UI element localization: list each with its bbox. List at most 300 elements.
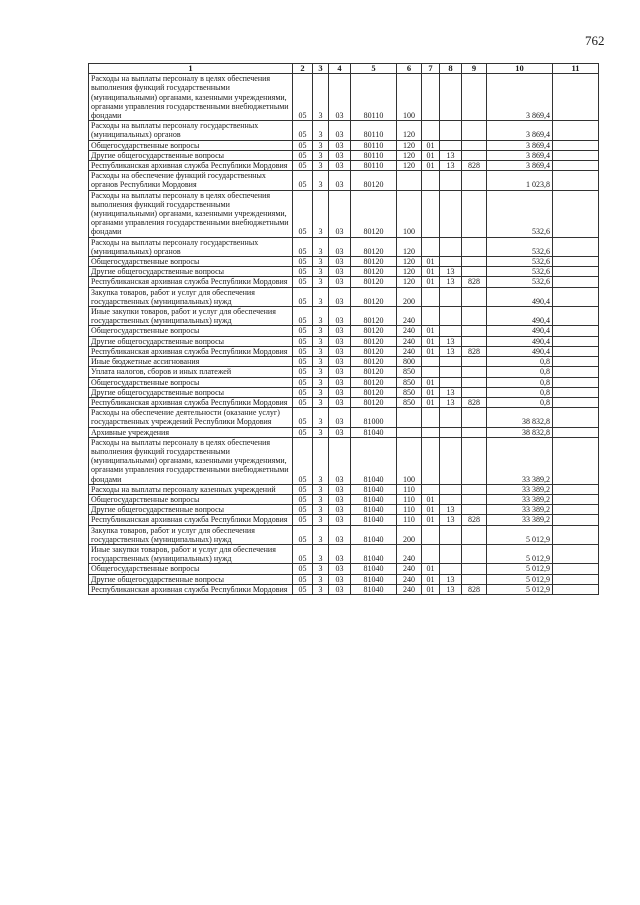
code-cell: 05 <box>293 387 313 397</box>
code-cell <box>553 387 599 397</box>
code-cell <box>553 74 599 121</box>
code-cell <box>422 484 440 494</box>
row-name-cell: Расходы на выплаты персоналу казенных учреждений <box>89 484 293 494</box>
row-name-cell: Общегосударственные вопросы <box>89 140 293 150</box>
code-cell <box>462 437 487 484</box>
table-row <box>89 74 599 121</box>
code-cell: 3 <box>313 544 329 563</box>
code-cell <box>422 190 440 237</box>
code-cell: 05 <box>293 326 313 336</box>
table-row <box>89 336 599 346</box>
code-cell: 03 <box>329 494 351 504</box>
code-cell: 01 <box>422 377 440 387</box>
code-cell: 13 <box>440 267 462 277</box>
code-cell: 80110 <box>351 150 397 160</box>
code-cell: 01 <box>422 277 440 287</box>
code-cell <box>553 484 599 494</box>
code-cell <box>462 336 487 346</box>
code-cell: 3 <box>313 190 329 237</box>
code-cell <box>397 408 422 427</box>
code-cell <box>553 367 599 377</box>
code-cell <box>553 564 599 574</box>
code-cell: 80110 <box>351 161 397 171</box>
table-row <box>89 287 599 306</box>
row-name-cell: Иные закупки товаров, работ и услуг для обеспечения государственных (муниципальных) нужд <box>89 544 293 563</box>
code-cell <box>422 525 440 544</box>
code-cell: 3 <box>313 357 329 367</box>
code-cell: 110 <box>397 494 422 504</box>
code-cell: 03 <box>329 408 351 427</box>
code-cell: 3 <box>313 494 329 504</box>
code-cell <box>462 387 487 397</box>
code-cell: 240 <box>397 564 422 574</box>
code-cell: 80120 <box>351 267 397 277</box>
code-cell <box>440 171 462 190</box>
code-cell: 240 <box>397 574 422 584</box>
code-cell: 13 <box>440 397 462 407</box>
code-cell: 13 <box>440 161 462 171</box>
code-cell: 05 <box>293 287 313 306</box>
table-row <box>89 574 599 584</box>
code-cell: 05 <box>293 484 313 494</box>
code-cell: 05 <box>293 427 313 437</box>
row-name-cell: Общегосударственные вопросы <box>89 257 293 267</box>
code-cell <box>553 257 599 267</box>
amount-cell: 532,6 <box>487 257 553 267</box>
code-cell: 120 <box>397 121 422 140</box>
table-row <box>89 346 599 356</box>
code-cell <box>440 190 462 237</box>
code-cell: 03 <box>329 287 351 306</box>
code-cell: 03 <box>329 257 351 267</box>
code-cell <box>553 377 599 387</box>
row-name-cell: Уплата налогов, сборов и иных платежей <box>89 367 293 377</box>
code-cell: 3 <box>313 367 329 377</box>
table-row <box>89 397 599 407</box>
code-cell: 3 <box>313 257 329 267</box>
code-cell: 05 <box>293 190 313 237</box>
table-row <box>89 121 599 140</box>
code-cell: 03 <box>329 564 351 574</box>
column-header-7: 7 <box>422 64 440 74</box>
code-cell: 120 <box>397 277 422 287</box>
amount-cell: 33 389,2 <box>487 515 553 525</box>
table-row <box>89 277 599 287</box>
row-name-cell: Закупка товаров, работ и услуг для обеспечения государственных (муниципальных) нужд <box>89 287 293 306</box>
code-cell: 05 <box>293 171 313 190</box>
code-cell: 81040 <box>351 437 397 484</box>
code-cell <box>553 346 599 356</box>
code-cell: 3 <box>313 584 329 594</box>
code-cell: 3 <box>313 140 329 150</box>
amount-cell: 532,6 <box>487 267 553 277</box>
code-cell <box>462 307 487 326</box>
amount-cell: 490,4 <box>487 346 553 356</box>
code-cell: 13 <box>440 346 462 356</box>
table-row <box>89 544 599 563</box>
code-cell: 828 <box>462 277 487 287</box>
row-name-cell: Общегосударственные вопросы <box>89 326 293 336</box>
column-header-6: 6 <box>397 64 422 74</box>
row-name-cell: Иные закупки товаров, работ и услуг для обеспечения государственных (муниципальных) нужд <box>89 307 293 326</box>
table-row <box>89 505 599 515</box>
code-cell <box>462 484 487 494</box>
table-row <box>89 367 599 377</box>
code-cell: 120 <box>397 140 422 150</box>
amount-cell: 3 869,4 <box>487 140 553 150</box>
code-cell: 03 <box>329 161 351 171</box>
code-cell: 03 <box>329 336 351 346</box>
code-cell: 80120 <box>351 190 397 237</box>
code-cell <box>553 326 599 336</box>
code-cell: 03 <box>329 190 351 237</box>
row-name-cell: Иные бюджетные ассигнования <box>89 357 293 367</box>
table-row <box>89 161 599 171</box>
code-cell: 05 <box>293 574 313 584</box>
code-cell <box>553 336 599 346</box>
amount-cell: 38 832,8 <box>487 427 553 437</box>
code-cell: 01 <box>422 150 440 160</box>
code-cell: 81040 <box>351 584 397 594</box>
code-cell: 80110 <box>351 74 397 121</box>
table-row <box>89 171 599 190</box>
code-cell: 3 <box>313 171 329 190</box>
code-cell: 200 <box>397 287 422 306</box>
code-cell: 03 <box>329 237 351 256</box>
code-cell <box>440 326 462 336</box>
table-row <box>89 140 599 150</box>
code-cell <box>553 494 599 504</box>
code-cell: 03 <box>329 357 351 367</box>
code-cell: 03 <box>329 427 351 437</box>
budget-table <box>88 63 599 595</box>
code-cell: 05 <box>293 74 313 121</box>
code-cell <box>553 357 599 367</box>
code-cell: 05 <box>293 257 313 267</box>
code-cell: 01 <box>422 161 440 171</box>
code-cell: 01 <box>422 494 440 504</box>
code-cell: 80120 <box>351 171 397 190</box>
code-cell: 05 <box>293 237 313 256</box>
code-cell <box>397 171 422 190</box>
code-cell: 05 <box>293 437 313 484</box>
row-name-cell: Расходы на выплаты персоналу в целях обеспечения выполнения функций государственными (муниципальными) органами, казенными учреждениями, органами управления государственными внебюджетными фондами <box>89 437 293 484</box>
code-cell: 05 <box>293 515 313 525</box>
code-cell: 80120 <box>351 237 397 256</box>
code-cell <box>462 140 487 150</box>
table-row <box>89 387 599 397</box>
code-cell: 01 <box>422 515 440 525</box>
code-cell <box>440 525 462 544</box>
code-cell: 240 <box>397 346 422 356</box>
code-cell: 01 <box>422 574 440 584</box>
code-cell: 01 <box>422 140 440 150</box>
code-cell: 81040 <box>351 574 397 584</box>
table-body <box>89 74 599 595</box>
code-cell: 03 <box>329 150 351 160</box>
row-name-cell: Другие общегосударственные вопросы <box>89 505 293 515</box>
amount-cell: 532,6 <box>487 190 553 237</box>
code-cell <box>462 494 487 504</box>
code-cell: 3 <box>313 287 329 306</box>
code-cell: 3 <box>313 574 329 584</box>
code-cell: 120 <box>397 237 422 256</box>
code-cell <box>440 427 462 437</box>
code-cell: 80120 <box>351 346 397 356</box>
row-name-cell: Республиканская архивная служба Республики Мордовия <box>89 397 293 407</box>
amount-cell: 0,8 <box>487 377 553 387</box>
code-cell <box>553 505 599 515</box>
row-name-cell: Расходы на выплаты персоналу государственных (муниципальных) органов <box>89 237 293 256</box>
code-cell <box>553 267 599 277</box>
code-cell: 3 <box>313 397 329 407</box>
code-cell: 3 <box>313 377 329 387</box>
code-cell <box>440 257 462 267</box>
code-cell <box>462 150 487 160</box>
code-cell: 3 <box>313 121 329 140</box>
code-cell <box>462 367 487 377</box>
code-cell: 240 <box>397 326 422 336</box>
code-cell: 03 <box>329 140 351 150</box>
code-cell: 05 <box>293 564 313 574</box>
code-cell: 01 <box>422 584 440 594</box>
code-cell: 05 <box>293 161 313 171</box>
code-cell: 81040 <box>351 505 397 515</box>
code-cell: 800 <box>397 357 422 367</box>
code-cell: 05 <box>293 505 313 515</box>
code-cell <box>440 408 462 427</box>
code-cell <box>422 408 440 427</box>
code-cell <box>553 584 599 594</box>
code-cell: 3 <box>313 515 329 525</box>
amount-cell: 532,6 <box>487 237 553 256</box>
code-cell <box>422 427 440 437</box>
code-cell: 110 <box>397 515 422 525</box>
code-cell: 3 <box>313 150 329 160</box>
code-cell <box>422 307 440 326</box>
code-cell: 03 <box>329 484 351 494</box>
page-number: 762 <box>585 33 605 48</box>
row-name-cell: Расходы на выплаты персоналу государственных (муниципальных) органов <box>89 121 293 140</box>
code-cell <box>462 74 487 121</box>
row-name-cell: Другие общегосударственные вопросы <box>89 267 293 277</box>
code-cell: 80120 <box>351 377 397 387</box>
code-cell: 80120 <box>351 287 397 306</box>
row-name-cell: Республиканская архивная служба Республики Мордовия <box>89 161 293 171</box>
table-row <box>89 427 599 437</box>
code-cell <box>462 574 487 584</box>
code-cell: 05 <box>293 397 313 407</box>
amount-cell: 490,4 <box>487 326 553 336</box>
code-cell <box>553 237 599 256</box>
header-row <box>89 64 599 74</box>
code-cell <box>397 427 422 437</box>
code-cell: 850 <box>397 377 422 387</box>
code-cell <box>553 121 599 140</box>
code-cell: 81040 <box>351 427 397 437</box>
code-cell: 3 <box>313 437 329 484</box>
amount-cell: 0,8 <box>487 367 553 377</box>
code-cell: 80120 <box>351 307 397 326</box>
table-row <box>89 326 599 336</box>
code-cell: 3 <box>313 564 329 574</box>
code-cell: 05 <box>293 584 313 594</box>
code-cell <box>440 287 462 306</box>
code-cell: 240 <box>397 544 422 563</box>
code-cell: 03 <box>329 267 351 277</box>
code-cell <box>422 237 440 256</box>
code-cell: 03 <box>329 505 351 515</box>
row-name-cell: Закупка товаров, работ и услуг для обеспечения государственных (муниципальных) нужд <box>89 525 293 544</box>
amount-cell: 5 012,9 <box>487 544 553 563</box>
code-cell: 100 <box>397 74 422 121</box>
code-cell: 850 <box>397 397 422 407</box>
row-name-cell: Расходы на обеспечение деятельности (оказание услуг) государственных учреждений Республики Мордовия <box>89 408 293 427</box>
code-cell: 3 <box>313 326 329 336</box>
code-cell: 03 <box>329 74 351 121</box>
code-cell <box>553 287 599 306</box>
code-cell <box>553 277 599 287</box>
code-cell <box>462 257 487 267</box>
code-cell: 81040 <box>351 515 397 525</box>
code-cell: 3 <box>313 267 329 277</box>
code-cell: 05 <box>293 544 313 563</box>
row-name-cell: Общегосударственные вопросы <box>89 564 293 574</box>
code-cell: 05 <box>293 408 313 427</box>
row-name-cell: Расходы на обеспечение функций государственных органов Республики Мордовия <box>89 171 293 190</box>
code-cell: 120 <box>397 267 422 277</box>
code-cell <box>440 357 462 367</box>
amount-cell: 3 869,4 <box>487 161 553 171</box>
table-row <box>89 257 599 267</box>
code-cell <box>553 150 599 160</box>
code-cell <box>462 505 487 515</box>
code-cell: 03 <box>329 515 351 525</box>
code-cell: 05 <box>293 357 313 367</box>
code-cell: 05 <box>293 336 313 346</box>
amount-cell: 490,4 <box>487 307 553 326</box>
code-cell: 05 <box>293 367 313 377</box>
amount-cell: 3 869,4 <box>487 150 553 160</box>
code-cell <box>422 121 440 140</box>
code-cell: 80120 <box>351 397 397 407</box>
row-name-cell: Расходы на выплаты персоналу в целях обеспечения выполнения функций государственными (муниципальными) органами, казенными учреждениями, органами управления государственными внебюджетными фондами <box>89 190 293 237</box>
table-row <box>89 484 599 494</box>
code-cell: 80120 <box>351 367 397 377</box>
column-header-10: 10 <box>487 64 553 74</box>
code-cell: 80120 <box>351 257 397 267</box>
code-cell: 03 <box>329 437 351 484</box>
code-cell: 03 <box>329 387 351 397</box>
code-cell: 81040 <box>351 494 397 504</box>
code-cell <box>553 161 599 171</box>
code-cell <box>422 171 440 190</box>
code-cell <box>440 121 462 140</box>
code-cell: 01 <box>422 267 440 277</box>
column-header-9: 9 <box>462 64 487 74</box>
code-cell: 3 <box>313 505 329 515</box>
row-name-cell: Республиканская архивная служба Республики Мордовия <box>89 346 293 356</box>
amount-cell: 33 389,2 <box>487 505 553 515</box>
amount-cell: 33 389,2 <box>487 484 553 494</box>
code-cell: 13 <box>440 574 462 584</box>
code-cell <box>462 171 487 190</box>
code-cell: 05 <box>293 150 313 160</box>
code-cell: 81000 <box>351 408 397 427</box>
code-cell: 828 <box>462 161 487 171</box>
code-cell: 03 <box>329 326 351 336</box>
code-cell: 81040 <box>351 525 397 544</box>
row-name-cell: Расходы на выплаты персоналу в целях обеспечения выполнения функций государственными (муниципальными) органами, казенными учреждениями, органами управления государственными внебюджетными фондами <box>89 74 293 121</box>
code-cell <box>422 367 440 377</box>
code-cell: 3 <box>313 161 329 171</box>
row-name-cell: Общегосударственные вопросы <box>89 377 293 387</box>
code-cell: 13 <box>440 387 462 397</box>
code-cell: 13 <box>440 584 462 594</box>
row-name-cell: Архивные учреждения <box>89 427 293 437</box>
code-cell: 01 <box>422 387 440 397</box>
amount-cell: 490,4 <box>487 287 553 306</box>
code-cell: 3 <box>313 74 329 121</box>
table-row <box>89 150 599 160</box>
column-header-3: 3 <box>313 64 329 74</box>
code-cell <box>462 190 487 237</box>
code-cell: 110 <box>397 484 422 494</box>
code-cell: 120 <box>397 161 422 171</box>
code-cell: 01 <box>422 257 440 267</box>
code-cell <box>422 74 440 121</box>
amount-cell: 0,8 <box>487 387 553 397</box>
table-row <box>89 525 599 544</box>
code-cell <box>553 397 599 407</box>
code-cell: 80120 <box>351 277 397 287</box>
code-cell: 3 <box>313 346 329 356</box>
code-cell <box>440 367 462 377</box>
amount-cell: 1 023,8 <box>487 171 553 190</box>
code-cell <box>422 357 440 367</box>
code-cell <box>440 544 462 563</box>
amount-cell: 0,8 <box>487 397 553 407</box>
code-cell: 01 <box>422 505 440 515</box>
code-cell: 01 <box>422 564 440 574</box>
code-cell: 110 <box>397 505 422 515</box>
code-cell: 81040 <box>351 564 397 574</box>
code-cell <box>553 515 599 525</box>
code-cell: 03 <box>329 377 351 387</box>
code-cell: 80120 <box>351 357 397 367</box>
code-cell: 120 <box>397 257 422 267</box>
amount-cell: 33 389,2 <box>487 437 553 484</box>
code-cell <box>462 287 487 306</box>
code-cell <box>553 427 599 437</box>
code-cell: 3 <box>313 408 329 427</box>
code-cell <box>440 437 462 484</box>
code-cell <box>462 237 487 256</box>
code-cell <box>440 564 462 574</box>
code-cell: 05 <box>293 494 313 504</box>
code-cell: 05 <box>293 267 313 277</box>
code-cell <box>462 408 487 427</box>
table-row <box>89 564 599 574</box>
code-cell: 3 <box>313 427 329 437</box>
code-cell <box>462 267 487 277</box>
code-cell: 828 <box>462 346 487 356</box>
code-cell: 03 <box>329 525 351 544</box>
code-cell: 05 <box>293 525 313 544</box>
code-cell: 80120 <box>351 387 397 397</box>
column-header-11: 11 <box>553 64 599 74</box>
code-cell: 05 <box>293 307 313 326</box>
